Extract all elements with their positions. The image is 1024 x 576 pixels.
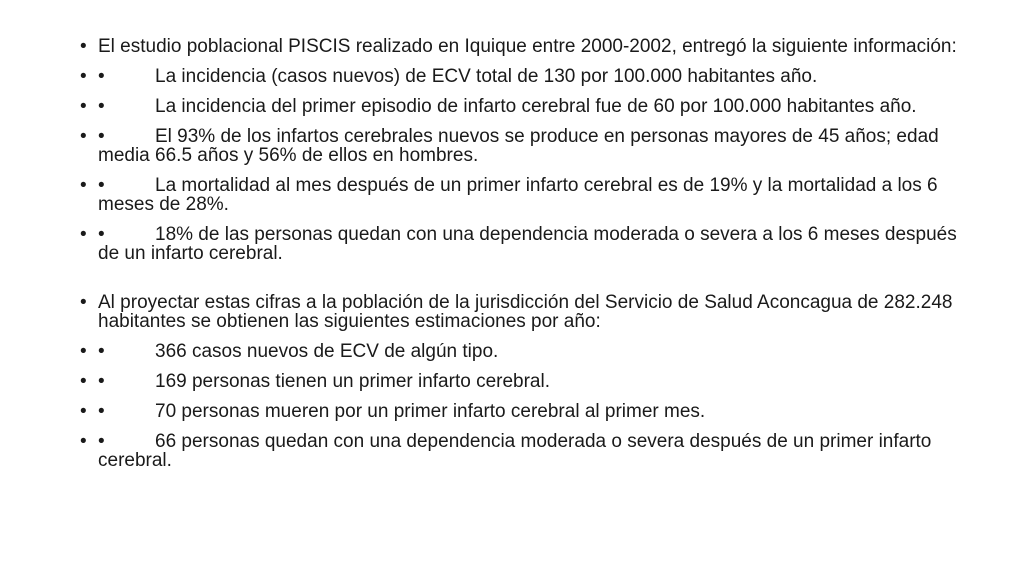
bullet-marker: • <box>80 431 87 452</box>
inner-bullet: • <box>98 224 105 245</box>
list-item-dependency-count <box>80 432 960 470</box>
item-text: El estudio poblacional PISCIS realizado en Iquique entre 2000-2002, entregó la siguiente información: <box>98 36 957 57</box>
item-text: 169 personas tienen un primer infarto cerebral. <box>155 371 551 392</box>
list-item-age-distribution <box>80 127 960 165</box>
bullet-marker: • <box>80 66 87 87</box>
bullet-marker: • <box>80 224 87 245</box>
inner-bullet: • <box>98 431 105 452</box>
item-text: La incidencia del primer episodio de infarto cerebral fue de 60 por 100.000 habitantes año. <box>155 96 917 117</box>
item-text: 66 personas quedan con una dependencia moderada o severa después de un primer infarto cerebral. <box>98 431 932 471</box>
list-item-projection-intro <box>80 293 960 331</box>
list-item-new-cases <box>80 342 960 361</box>
list-item-first-infarct-count <box>80 372 960 391</box>
inner-bullet: • <box>98 401 105 422</box>
item-text: 366 casos nuevos de ECV de algún tipo. <box>155 341 499 362</box>
bullet-marker: • <box>80 371 87 392</box>
inner-bullet: • <box>98 66 105 87</box>
list-item-mortality <box>80 176 960 214</box>
bullet-marker: • <box>80 36 87 57</box>
list-item-first-infarct-incidence <box>80 97 960 116</box>
inner-bullet: • <box>98 126 105 147</box>
item-text: El 93% de los infartos cerebrales nuevos se produce en personas mayores de 45 años; edad media 66.5 años y 56% de ellos en hombres. <box>98 126 939 166</box>
inner-bullet: • <box>98 175 105 196</box>
bullet-marker: • <box>80 126 87 147</box>
list-item-ecv-incidence <box>80 67 960 86</box>
bullet-marker: • <box>80 341 87 362</box>
list-item-dependency <box>80 225 960 263</box>
list-item-study-intro <box>80 37 960 56</box>
inner-bullet: • <box>98 341 105 362</box>
item-text: La mortalidad al mes después de un primer infarto cerebral es de 19% y la mortalidad a los 6 meses de 28%. <box>98 175 938 215</box>
item-text: Al proyectar estas cifras a la población de la jurisdicción del Servicio de Salud Aconcagua de 282.248 habitantes se obtienen las siguientes estimaciones por año: <box>98 292 953 332</box>
inner-bullet: • <box>98 96 105 117</box>
bullet-marker: • <box>80 96 87 117</box>
bullet-marker: • <box>80 175 87 196</box>
item-text: 70 personas mueren por un primer infarto cerebral al primer mes. <box>155 401 706 422</box>
item-text: La incidencia (casos nuevos) de ECV total de 130 por 100.000 habitantes año. <box>155 66 818 87</box>
bullet-marker: • <box>80 401 87 422</box>
item-text: 18% de las personas quedan con una dependencia moderada o severa a los 6 meses después de un infarto cerebral. <box>98 224 957 264</box>
bullet-marker: • <box>80 292 87 313</box>
bullet-list <box>80 37 960 481</box>
list-item-deaths <box>80 402 960 421</box>
inner-bullet: • <box>98 371 105 392</box>
